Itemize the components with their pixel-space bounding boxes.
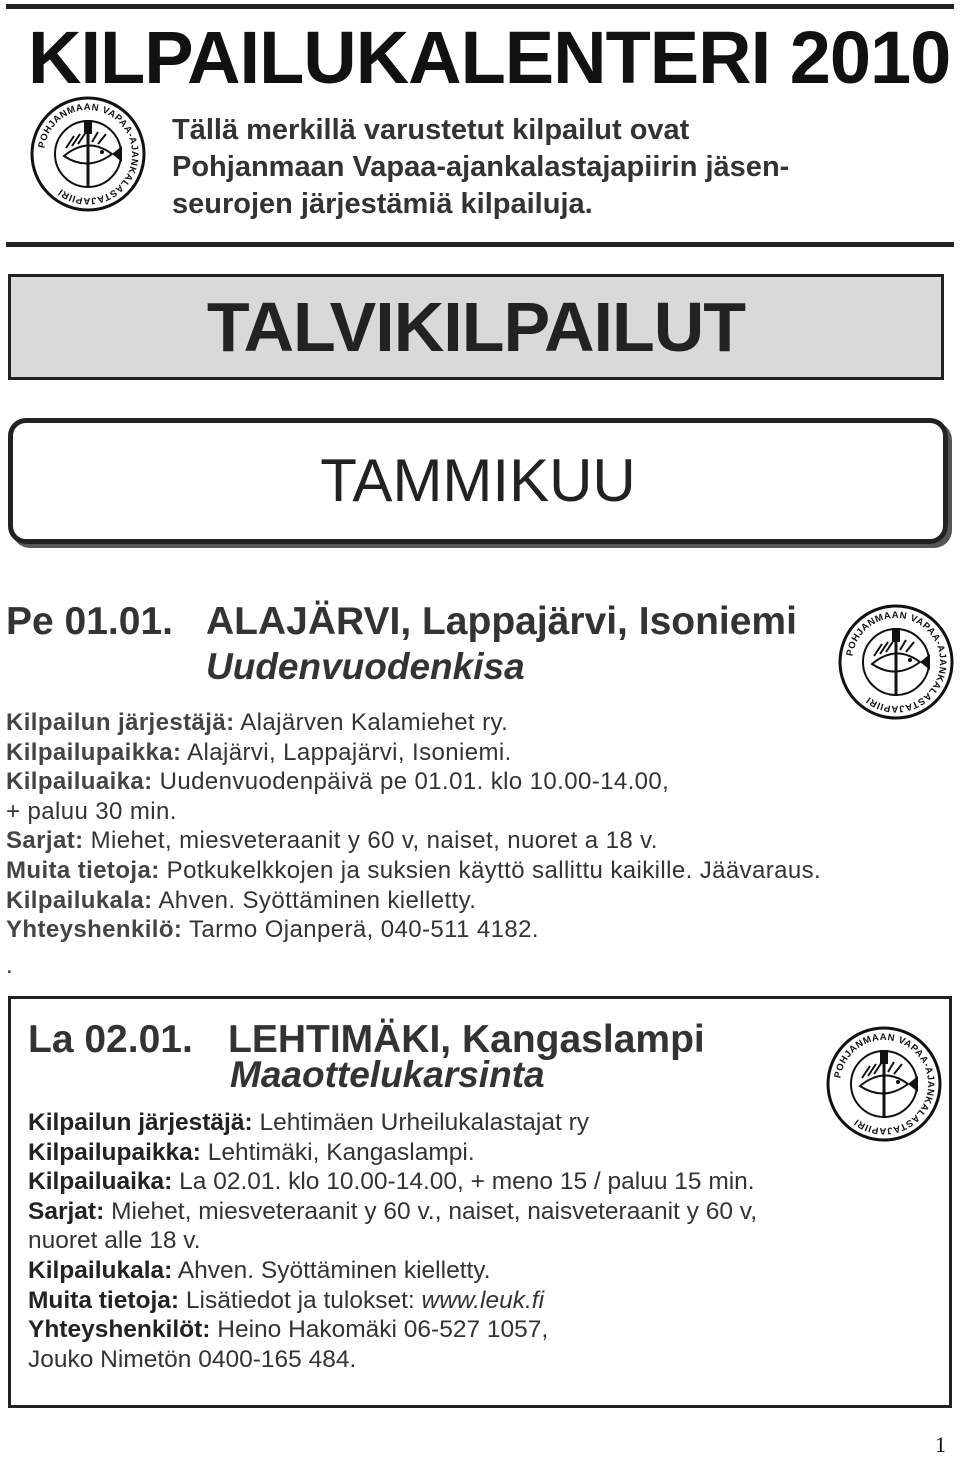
- detail-row: Yhteyshenkilöt: Heino Hakomäki 06-527 1057,: [28, 1316, 549, 1344]
- event-name: Uudenvuodenkisa: [206, 646, 525, 687]
- association-emblem-icon: [30, 96, 146, 212]
- svg-text:POHJANMAAN VAPAA-AJANKALASTAJA: POHJANMAAN VAPAA-AJANKALASTAJAPIIRI: [844, 609, 949, 715]
- event-date: Pe 01.01.: [6, 600, 173, 643]
- detail-row: + paluu 30 min.: [6, 797, 177, 825]
- event-date: La 02.01.: [28, 1018, 193, 1061]
- page-number: 1: [935, 1432, 946, 1457]
- section-title: TALVIKILPAILUT: [206, 288, 746, 366]
- event-place: LEHTIMÄKI, Kangaslampi: [228, 1018, 705, 1061]
- section-rule: [6, 242, 954, 247]
- detail-row: Jouko Nimetön 0400-165 484.: [28, 1345, 357, 1373]
- detail-row: Kilpailukala: Ahven. Syöttäminen kielletty.: [6, 886, 477, 914]
- detail-row: Kilpailuaika: Uudenvuodenpäivä pe 01.01. klo 10.00-14.00,: [6, 768, 670, 796]
- detail-row: Kilpailuaika: La 02.01. klo 10.00-14.00, + meno 15 / paluu 15 min.: [28, 1168, 755, 1196]
- trailing-mark: .: [6, 952, 13, 979]
- detail-row: Kilpailukala: Ahven. Syöttäminen kielletty.: [28, 1256, 491, 1284]
- page-title: KILPAILUKALENTERI 2010: [28, 16, 951, 99]
- results-link[interactable]: www.leuk.fi: [421, 1286, 545, 1314]
- detail-row: Sarjat: Miehet, miesveteraanit y 60 v, naiset, nuoret a 18 v.: [6, 827, 658, 855]
- detail-row: Muita tietoja: Potkukelkkojen ja suksien käyttö sallittu kaikille. Jäävaraus.: [6, 856, 822, 884]
- detail-row: nuoret alle 18 v.: [28, 1227, 201, 1255]
- event-name: Maaottelukarsinta: [230, 1054, 545, 1095]
- month-banner: [8, 418, 948, 544]
- detail-row: Kilpailun järjestäjä: Alajärven Kalamiehet ry.: [6, 709, 509, 736]
- detail-row: Muita tietoja: Lisätiedot ja tulokset: www.leuk.fi: [28, 1286, 545, 1314]
- intro-line: Pohjanmaan Vapaa-ajankalastajapiirin jäsen-: [172, 151, 790, 183]
- detail-row: Kilpailun järjestäjä: Lehtimäen Urheilukalastajat ry: [28, 1109, 590, 1136]
- emblem-explanation: [172, 112, 912, 223]
- month-title: TAMMIKUU: [320, 447, 636, 514]
- association-emblem-icon: [838, 604, 954, 720]
- detail-row: Yhteyshenkilö: Tarmo Ojanperä, 040-511 4182.: [6, 916, 539, 944]
- event-details: [28, 1108, 757, 1374]
- detail-row: Kilpailupaikka: Alajärvi, Lappajärvi, Isoniemi.: [6, 738, 512, 766]
- intro-line: seurojen järjestämiä kilpailuja.: [172, 188, 593, 220]
- detail-row: Sarjat: Miehet, miesveteraanit y 60 v., naiset, naisveteraanit y 60 v,: [28, 1197, 758, 1225]
- event-place: ALAJÄRVI, Lappajärvi, Isoniemi: [206, 600, 797, 643]
- top-rule: [6, 4, 954, 9]
- svg-text:POHJANMAAN VAPAA-AJANKALASTAJA: POHJANMAAN VAPAA-AJANKALASTAJAPIIRI: [832, 1031, 937, 1137]
- detail-row: Kilpailupaikka: Lehtimäki, Kangaslampi.: [28, 1138, 475, 1166]
- svg-text:POHJANMAAN VAPAA-AJANKALASTAJA: POHJANMAAN VAPAA-AJANKALASTAJAPIIRI: [36, 101, 141, 207]
- event-details: [6, 708, 821, 945]
- section-banner: [8, 274, 944, 380]
- event-heading: [6, 600, 797, 644]
- intro-line: Tällä merkillä varustetut kilpailut ovat: [172, 114, 690, 146]
- association-emblem-icon: [826, 1026, 942, 1142]
